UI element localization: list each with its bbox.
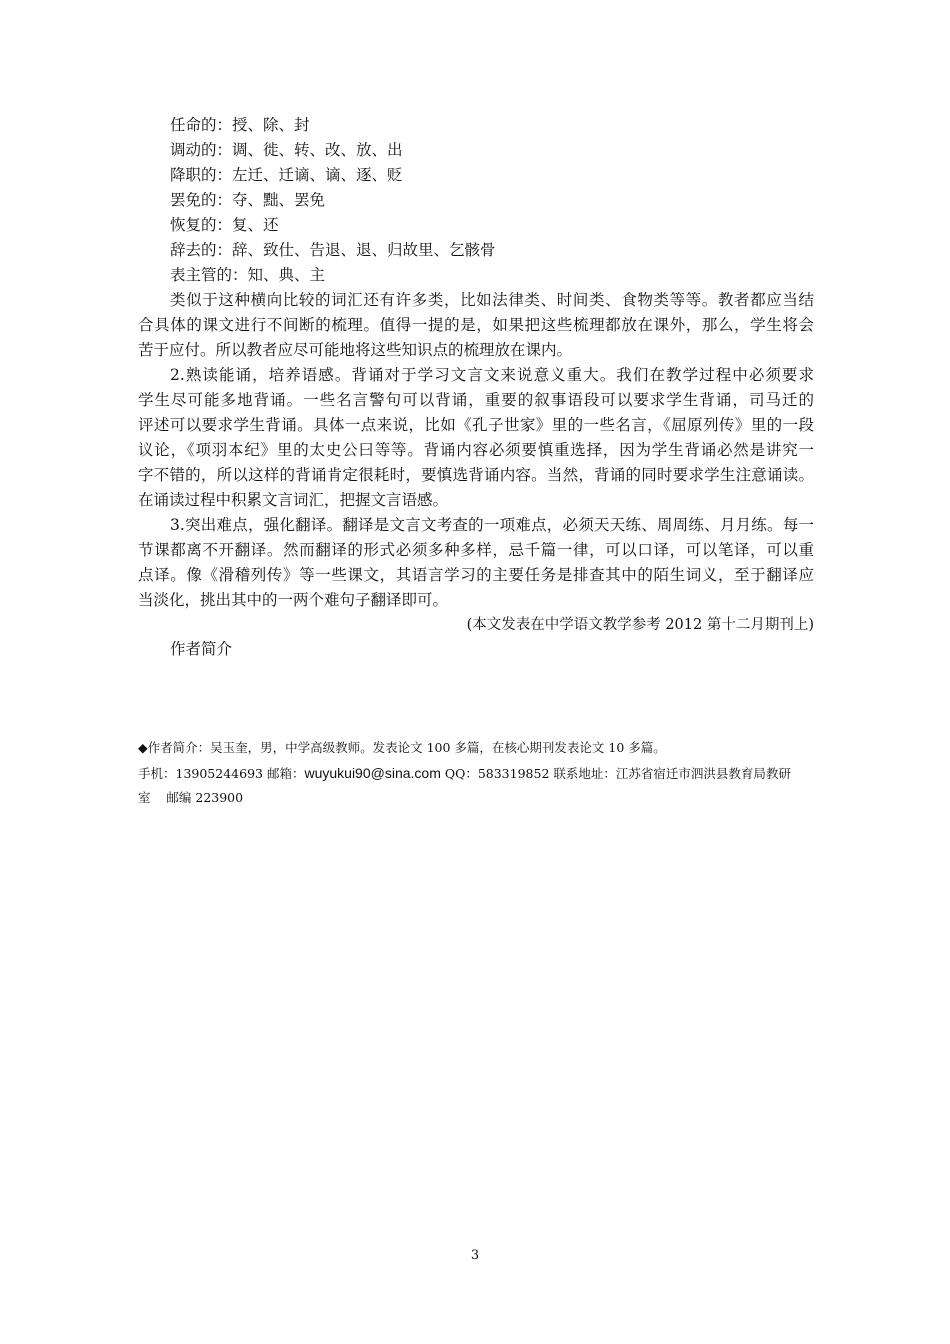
paragraph-line: 学生尽可能多地背诵。一些名言警句可以背诵，重要的叙事语段可以要求学生背诵，司马迁的 <box>138 391 814 409</box>
list-item: 表主管的：知、典、主 <box>170 266 326 284</box>
footer-contact <box>138 763 791 784</box>
paragraph-line: 节课都离不开翻译。然而翻译的形式必须多种多样，忌千篇一律，可以口译，可以笔译，可以重 <box>138 541 814 559</box>
list-item: 调动的：调、徙、转、改、放、出 <box>170 141 403 159</box>
paragraph-line: 2.熟读能诵，培养语感。背诵对于学习文言文来说意义重大。我们在教学过程中必须要求 <box>170 366 814 384</box>
list-item: 恢复的：复、还 <box>170 216 279 234</box>
paragraph-line: 类似于这种横向比较的词汇还有许多类，比如法律类、时间类、食物类等等。教者都应当结 <box>170 291 814 309</box>
paragraph-line: 苦于应付。所以教者应尽可能地将这些知识点的梳理放在课内。 <box>138 341 573 359</box>
list-item: 辞去的：辞、致仕、告退、退、归故里、乞骸骨 <box>170 241 496 259</box>
list-item: 罢免的：夺、黜、罢免 <box>170 191 326 209</box>
footer-author-intro: ◆作者简介：吴玉奎，男，中学高级教师。发表论文 100 多篇，在核心期刊发表论文 10 多篇。 <box>138 740 666 755</box>
paragraph-line: 3.突出难点，强化翻译。翻译是文言文考查的一项难点，必须天天练、周周练、月月练。每一 <box>170 516 814 534</box>
paragraph-line: 议论，《项羽本纪》里的太史公曰等等。背诵内容必须要慎重选择，因为学生背诵必然是讲究一 <box>138 441 814 459</box>
paragraph-line: 合具体的课文进行不间断的梳理。值得一提的是，如果把这些梳理都放在课外，那么，学生将会 <box>138 316 814 334</box>
paragraph-line: 在诵读过程中积累文言词汇，把握文言语感。 <box>138 491 449 509</box>
list-item: 任命的：授、除、封 <box>170 116 310 134</box>
paragraph-line: 字不错的，所以这样的背诵肯定很耗时，要慎选背诵内容。当然，背诵的同时要求学生注意诵读。 <box>138 466 814 484</box>
footer-email: wuyukui90@sina.com <box>304 765 441 781</box>
page-number: 3 <box>470 1248 480 1263</box>
paragraph-line: 点译。像《滑稽列传》等一些课文，其语言学习的主要任务是排查其中的陌生词义，至于翻译应 <box>138 566 814 584</box>
paragraph-line: 当淡化，挑出其中的一两个难句子翻译即可。 <box>138 591 449 609</box>
footer-postcode: 室 邮编 223900 <box>138 790 244 805</box>
footer-address: QQ：583319852 联系地址：江苏省宿迁市泗洪县教育局教研 <box>440 766 791 781</box>
author-heading: 作者简介 <box>170 640 233 658</box>
source-note: (本文发表在中学语文教学参考 2012 第十二月期刊上) <box>466 617 814 633</box>
paragraph-line: 评述可以要求学生背诵。具体一点来说，比如《孔子世家》里的一些名言，《屈原列传》里的一段 <box>138 416 814 434</box>
list-item: 降职的：左迁、迁谪、谪、逐、贬 <box>170 166 403 184</box>
footer-phone: 手机：13905244693 邮箱： <box>138 766 305 781</box>
